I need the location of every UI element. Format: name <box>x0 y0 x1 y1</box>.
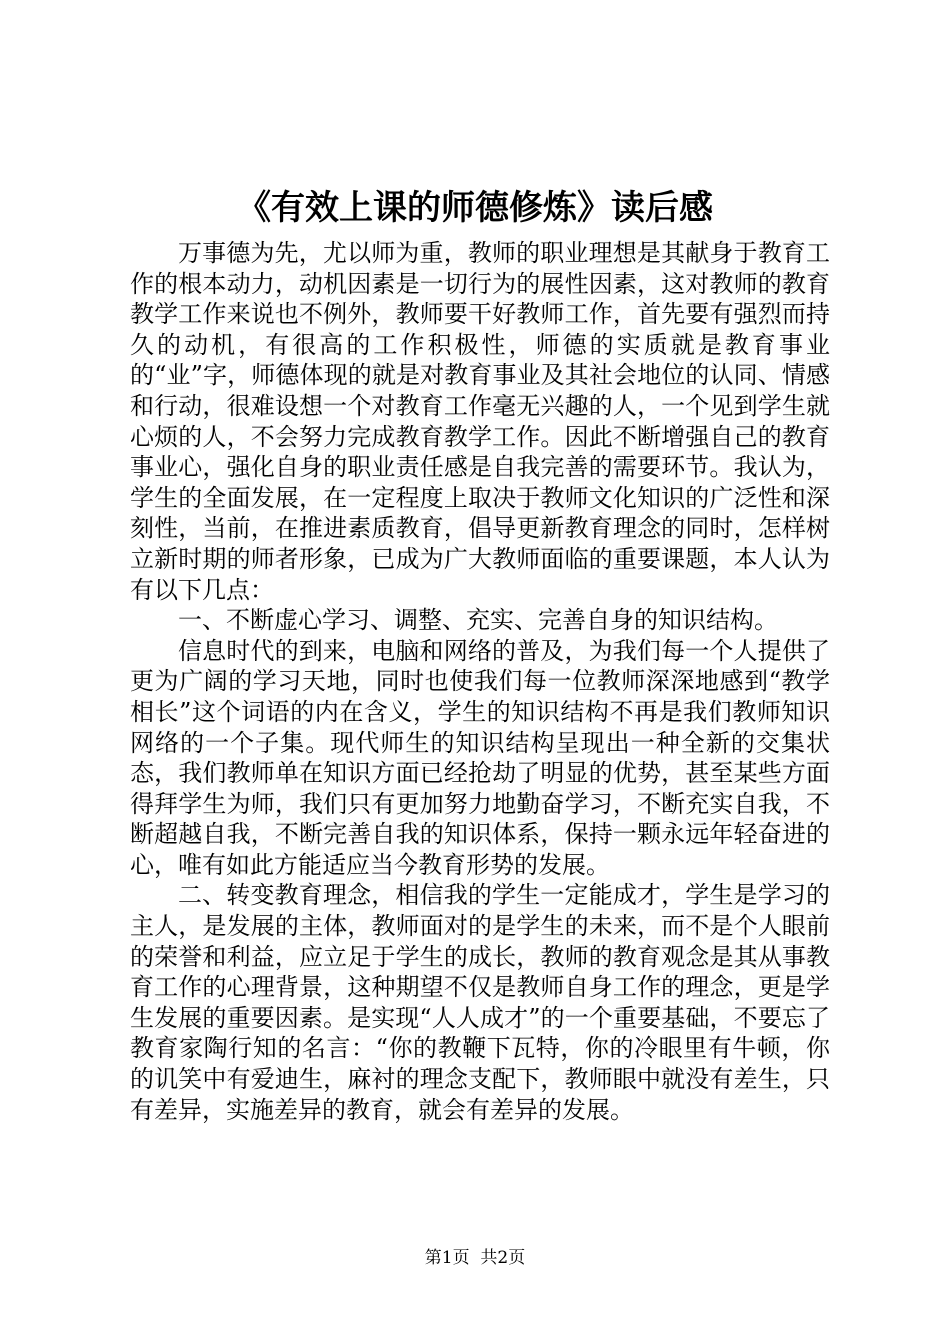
footer-spacer <box>470 1248 481 1268</box>
section-heading: 一、不断虚心学习、调整、充实、完善自身的知识结构。 <box>178 606 778 635</box>
page-number: 第1页 <box>424 1248 470 1268</box>
page-footer <box>0 1246 950 1270</box>
document-body <box>130 238 830 1125</box>
paragraph: 二、转变教育理念，相信我的学生一定能成才，学生是学习的主人，是发展的主体，教师面对的是学生的未来，而不是个人眼前的荣誉和利益，应立足于学生的成长，教师的教育观念是其从事教育工作的心理背景，这种期望不仅是教师自身工作的理念，更是学生发展的重要因素。是实现“人人成才”的一个重要基础，不要忘了教育家陶行知的名言：“你的教鞭下瓦特，你的冷眼里有牛顿，你的讥笑中有爱迪生，麻衬的理念支配下，教师眼中就没有差生，只有差异，实施差异的教育，就会有差异的发展。 <box>130 881 830 1124</box>
document-title: 《有效上课的师德修炼》读后感 <box>237 188 713 228</box>
paragraph: 信息时代的到来，电脑和网络的普及，为我们每一个人提供了更为广阔的学习天地，同时也使我们每一位教师深深地感到“教学相长”这个词语的内在含义，学生的知识结构不再是我们教师知识网络的一个子集。现代师生的知识结构呈现出一种全新的交集状态，我们教师单在知识方面已经抢劫了明显的优势，甚至某些方面得拜学生为师，我们只有更加努力地勤奋学习，不断充实自我，不断超越自我，不断完善自我的知识体系，保持一颗永远年轻奋进的心，唯有如此方能适应当今教育形势的发展。 <box>130 636 830 879</box>
paragraph: 万事德为先，尤以师为重，教师的职业理想是其献身于教育工作的根本动力，动机因素是一切行为的展性因素，这对教师的教育教学工作来说也不例外，教师要干好教师工作，首先要有强烈而持久的动机，有很高的工作积极性，师德的实质就是教育事业的“业”字，师德体现的就是对教育事业及其社会地位的认同、情感和行动，很难设想一个对教育工作毫无兴趣的人，一个见到学生就心烦的人，不会努力完成教育教学工作。因此不断增强自己的教育事业心，强化自身的职业责任感是自我完善的需要环节。我认为，学生的全面发展，在一定程度上取决于教师文化知识的广泛性和深刻性，当前，在推进素质教育，倡导更新教育理念的同时，怎样树立新时期的师者形象，已成为广大教师面临的重要课题，本人认为有以下几点： <box>130 239 830 604</box>
page-total: 共2页 <box>480 1248 526 1268</box>
